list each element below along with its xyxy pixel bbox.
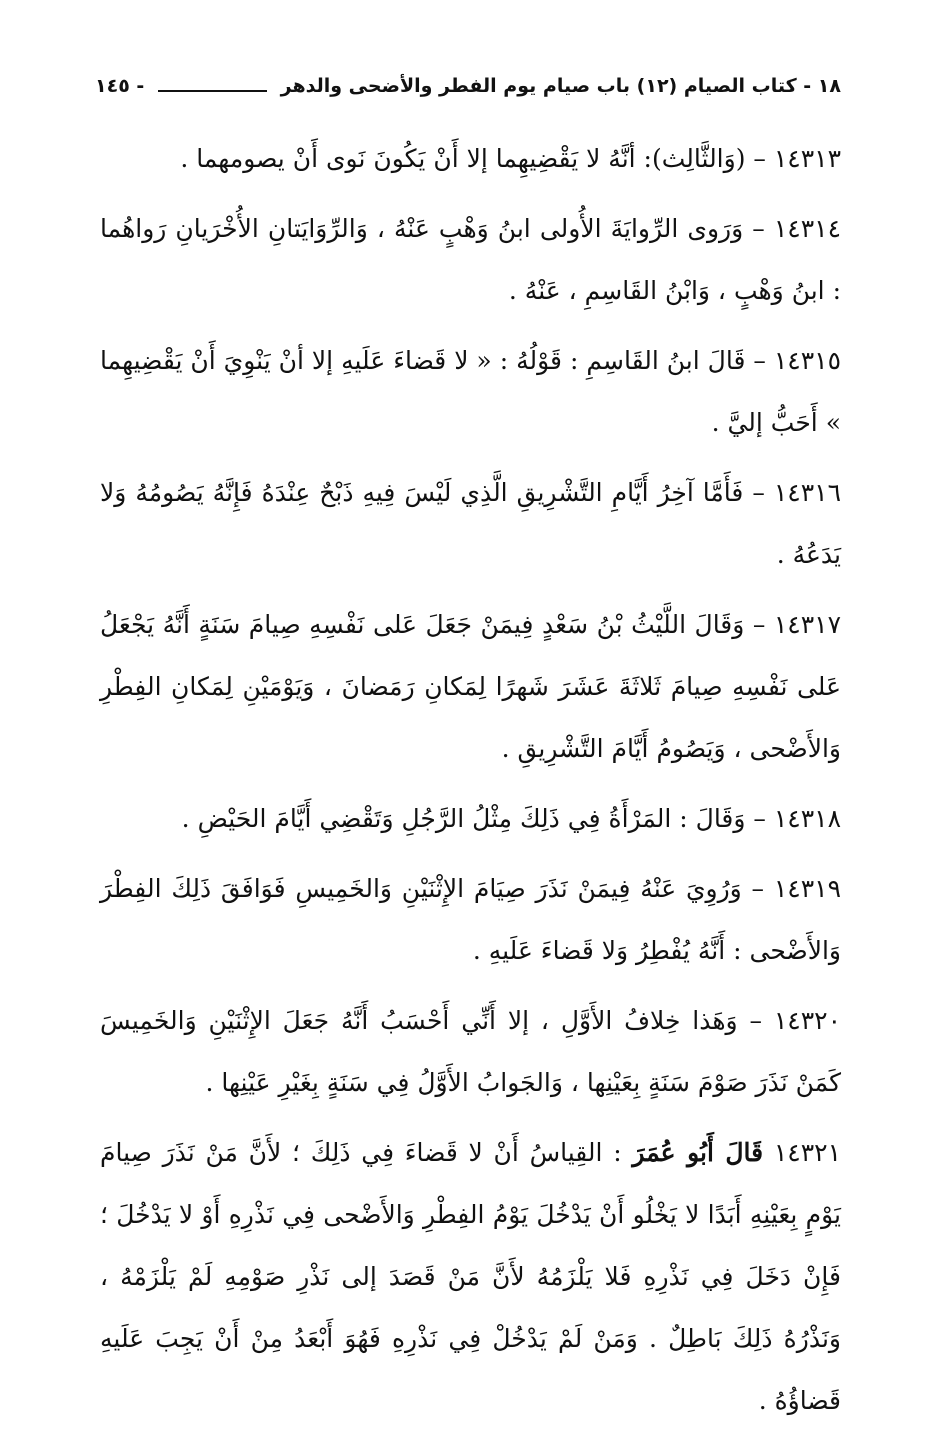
- paragraph-number: ١٤٣٢١: [773, 1138, 842, 1167]
- paragraph: [100, 858, 841, 982]
- paragraph: [100, 788, 841, 850]
- paragraph: [100, 330, 841, 454]
- paragraph-number: ١٤٣١٨: [773, 804, 841, 833]
- header-rule: [158, 90, 266, 92]
- paragraph: [100, 198, 841, 322]
- paragraph-number: ١٤٣١٧: [773, 610, 841, 639]
- paragraph-text: : القِياسُ أَنْ لا قَضاءَ فِي ذَلِكَ ؛ لأَنَّ مَنْ نَذَرَ صِيامَ يَوْمٍ بِعَيْنِهِ أَبَدًا لا يَخْلُو أَنْ يَدْخُلَ يَوْمُ الفِطْرِ وَالأَضْحى فِي نَذْرِهِ أَوْ لا يَدْخُلَ ؛ فَإِنْ دَخَلَ فِي نَذْرِهِ فَلا يَلْزَمُهُ لأَنَّ مَنْ قَصَدَ إلى نَذْرِ صَوْمِهِ لَمْ يَلْزَمْهُ ، وَنَذْرُهُ ذَلِكَ بَاطِلٌ . وَمَنْ لَمْ يَدْخُلْ فِي نَذْرِهِ فَهُوَ أَبْعَدُ مِنْ أَنْ يَجِبَ عَلَيهِ قَضاؤُهُ .: [100, 1138, 841, 1415]
- running-header: [95, 68, 841, 104]
- paragraph-number: ١٤٣١٩: [773, 874, 842, 903]
- paragraph-number: ١٤٣١٦: [773, 478, 842, 507]
- paragraph-number: ١٤٣١٥: [773, 346, 841, 375]
- paragraph-text: – (وَالثَّالِث): أنَّهُ لا يَقْضِيهِما إلا أَنْ يَكُونَ نَوى أَنْ يصومهما .: [180, 144, 766, 173]
- page-body: [100, 128, 841, 1440]
- paragraph-text: – وَقَالَ : المَرْأَةُ فِي ذَلِكَ مِثْلُ الرَّجُلِ وَتَقْضِي أَيَّامَ الحَيْضِ .: [181, 804, 766, 833]
- paragraph: [100, 1122, 841, 1432]
- chapter-title: ١٨ - كتاب الصيام (١٢) باب صيام يوم الفطر والأضحى والدهر: [280, 75, 841, 97]
- paragraph-text: – وَرُوِيَ عَنْهُ فِيمَنْ نَذَرَ صِيَامَ الإِثْنَيْنِ وَالخَمِيسِ فَوَافَقَ ذَلِكَ الفِطْرَ وَالأَضْحى : أَنَّهُ يُفْطِرُ وَلا قَضاءَ عَلَيهِ .: [100, 874, 841, 965]
- paragraph-number: ١٤٣٢٠: [773, 1006, 841, 1035]
- paragraph-text: – قَالَ ابنُ القَاسِمِ : قَوْلُهُ : « لا قَضاءَ عَلَيهِ إلا أنْ يَنْوِيَ أَنْ يَقْضِيهِما » أَحَبُّ إليَّ .: [100, 346, 841, 437]
- paragraph-text: – فَأَمَّا آخِرُ أَيَّامِ التَّشْرِيقِ الَّذِي لَيْسَ فِيهِ ذَبْحٌ عِنْدَهُ فَإِنَّهُ يَصُومُهُ وَلا يَدَعُهُ .: [100, 478, 841, 569]
- paragraph-number: ١٤٣١٣: [773, 144, 841, 173]
- paragraph: [100, 462, 841, 586]
- paragraph-text: – وَقَالَ اللَّيْثُ بْنُ سَعْدٍ فِيمَنْ جَعَلَ عَلى نَفْسِهِ صِيامَ سَنَةٍ أَنَّهُ يَجْعَلُ عَلى نَفْسِهِ صِيامَ ثَلاثَةَ عَشَرَ شَهرًا لِمَكانِ رَمَضانَ ، وَيَوْمَيْنِ لِمَكانِ الفِطْرِ وَالأَضْحى ، وَيَصُومُ أَيَّامَ التَّشْرِيقِ .: [100, 610, 841, 763]
- paragraph-number: ١٤٣١٤: [773, 214, 841, 243]
- page-number: - ١٤٥: [95, 75, 145, 97]
- paragraph: [100, 594, 841, 780]
- paragraph-text: – وَرَوى الرِّوايَةَ الأُولى ابنُ وَهْبٍ عَنْهُ ، وَالرِّوَايَتانِ الأُخْرَيانِ رَواهُما : ابنُ وَهْبٍ ، وَابْنُ القَاسِمِ ، عَنْهُ .: [100, 214, 841, 305]
- paragraph: [100, 128, 841, 190]
- paragraph-text: – وَهَذا خِلافُ الأَوَّلِ ، إلا أَنِّي أَحْسَبُ أَنَّهُ جَعَلَ الإِثْنَيْنِ وَالخَمِيسَ كَمَنْ نَذَرَ صَوْمَ سَنَةٍ بِعَيْنِها ، وَالجَوابُ الأَوَّلُ فِي سَنَةٍ بِغَيْرِ عَيْنِها .: [100, 1006, 841, 1097]
- author-attribution: قَالَ أَبُو عُمَرَ: [632, 1138, 764, 1167]
- paragraph: [100, 990, 841, 1114]
